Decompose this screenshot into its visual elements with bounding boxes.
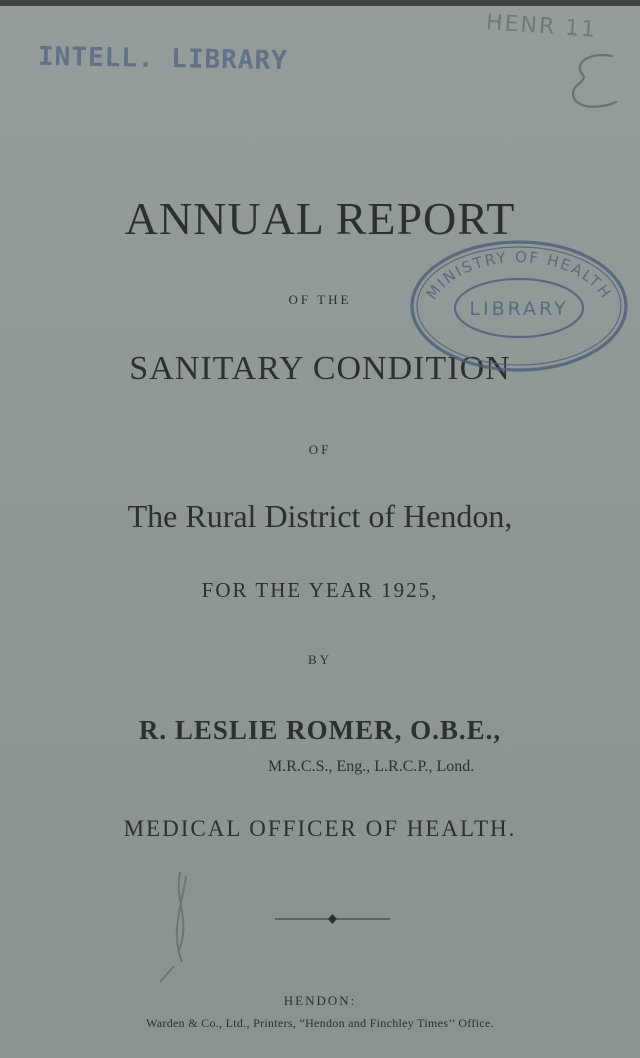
seal-inner-text: LIBRARY	[469, 298, 569, 320]
imprint-printer: Warden & Co., Ltd., Printers, “Hendon and Finchley Times’’ Office.	[146, 1016, 494, 1030]
report-title: ANNUAL REPORT	[124, 193, 516, 244]
author-degrees: M.R.C.S., Eng., L.R.C.P., Lond.	[268, 758, 475, 775]
report-subtitle: SANITARY CONDITION	[129, 350, 511, 387]
report-year: FOR THE YEAR 1925,	[201, 578, 439, 602]
author-office: MEDICAL OFFICER OF HEALTH.	[123, 816, 517, 841]
ministry-library-seal	[408, 236, 630, 376]
author-name: R. LESLIE ROMER, O.B.E.,	[138, 715, 502, 745]
district-name: The Rural District of Hendon,	[127, 498, 513, 534]
connector-of-the: OF THE	[288, 292, 352, 307]
pencil-catalog-code: HENR 11	[485, 10, 598, 43]
library-stamp: INTELL. LIBRARY	[37, 41, 289, 77]
pencil-scribble	[130, 862, 220, 992]
ornament-divider	[275, 912, 390, 926]
connector-of: OF	[308, 442, 332, 457]
imprint-place: HENDON:	[283, 993, 357, 1008]
pencil-letter-mark	[560, 48, 630, 118]
connector-by: BY	[307, 652, 333, 667]
cover-top-edge	[0, 0, 640, 6]
seal-outer-text: MINISTRY OF HEALTH	[422, 247, 616, 303]
